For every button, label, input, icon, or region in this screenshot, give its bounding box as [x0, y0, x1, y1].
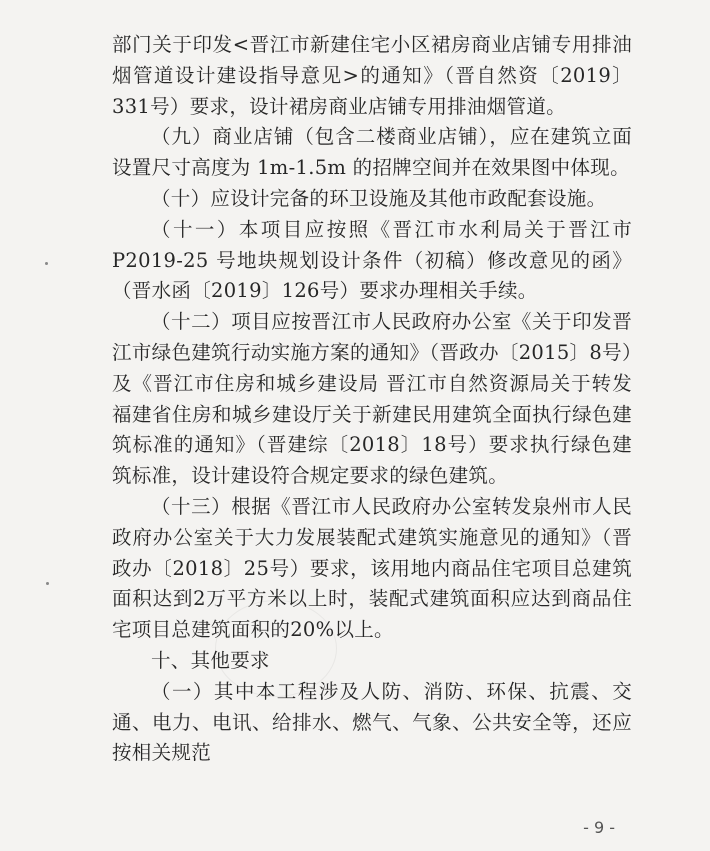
paragraph-item-11: （十一）本项目应按照《晋江市水利局关于晋江市 P2019-25 号地块规划设计条件（初稿）修改意见的函》（晋水函〔2019〕126号）要求办理相关手续。 — [112, 217, 632, 303]
scan-speck — [45, 262, 48, 265]
paragraph-continuation: 部门关于印发<晋江市新建住宅小区裙房商业店铺专用排油烟管道设计建设指导意见>的通知》（晋自然资〔2019〕331号）要求，设计裙房商业店铺专用排油烟管道。 — [112, 33, 632, 118]
paragraph-other-item-1: （一）其中本工程涉及人防、消防、环保、抗震、交通、电力、电讯、给排水、燃气、气象、公共安全等，还应按相关规范 — [112, 679, 632, 765]
paragraph-item-13: （十三）根据《晋江市人民政府办公室转发泉州市人民政府办公室关于大力发展装配式建筑实施意见的通知》（晋政办〔2018〕25号）要求，该用地内商品住宅项目总建筑面积达到2万平方米以上时，装配式建筑面积应达到商品住宅项目总建筑面积的20%以上。 — [112, 494, 632, 642]
section-heading-other-requirements: 十、其他要求 — [151, 648, 270, 672]
document-body — [112, 30, 632, 769]
paragraph-item-9: （九）商业店铺（包含二楼商业店铺），应在建筑立面设置尺寸高度为 1m-1.5m 的招牌空间并在效果图中体现。 — [112, 125, 632, 180]
paragraph-item-12: （十二）项目应按晋江市人民政府办公室《关于印发晋江市绿色建筑行动实施方案的通知》（晋政办〔2015〕8号）及《晋江市住房和城乡建设局 晋江市自然资源局关于转发福建省住房和城乡建设厅关于新建民用建筑全面执行绿色建筑标准的通知》（晋建综〔2018〕18号）要求执行绿色建筑标准，设计建设符合规定要求的绿色建筑。 — [112, 310, 632, 488]
page-number: - 9 - — [583, 818, 615, 837]
paragraph-item-10: （十）应设计完备的环卫设施及其他市政配套设施。 — [151, 186, 607, 210]
scan-speck — [46, 582, 49, 585]
